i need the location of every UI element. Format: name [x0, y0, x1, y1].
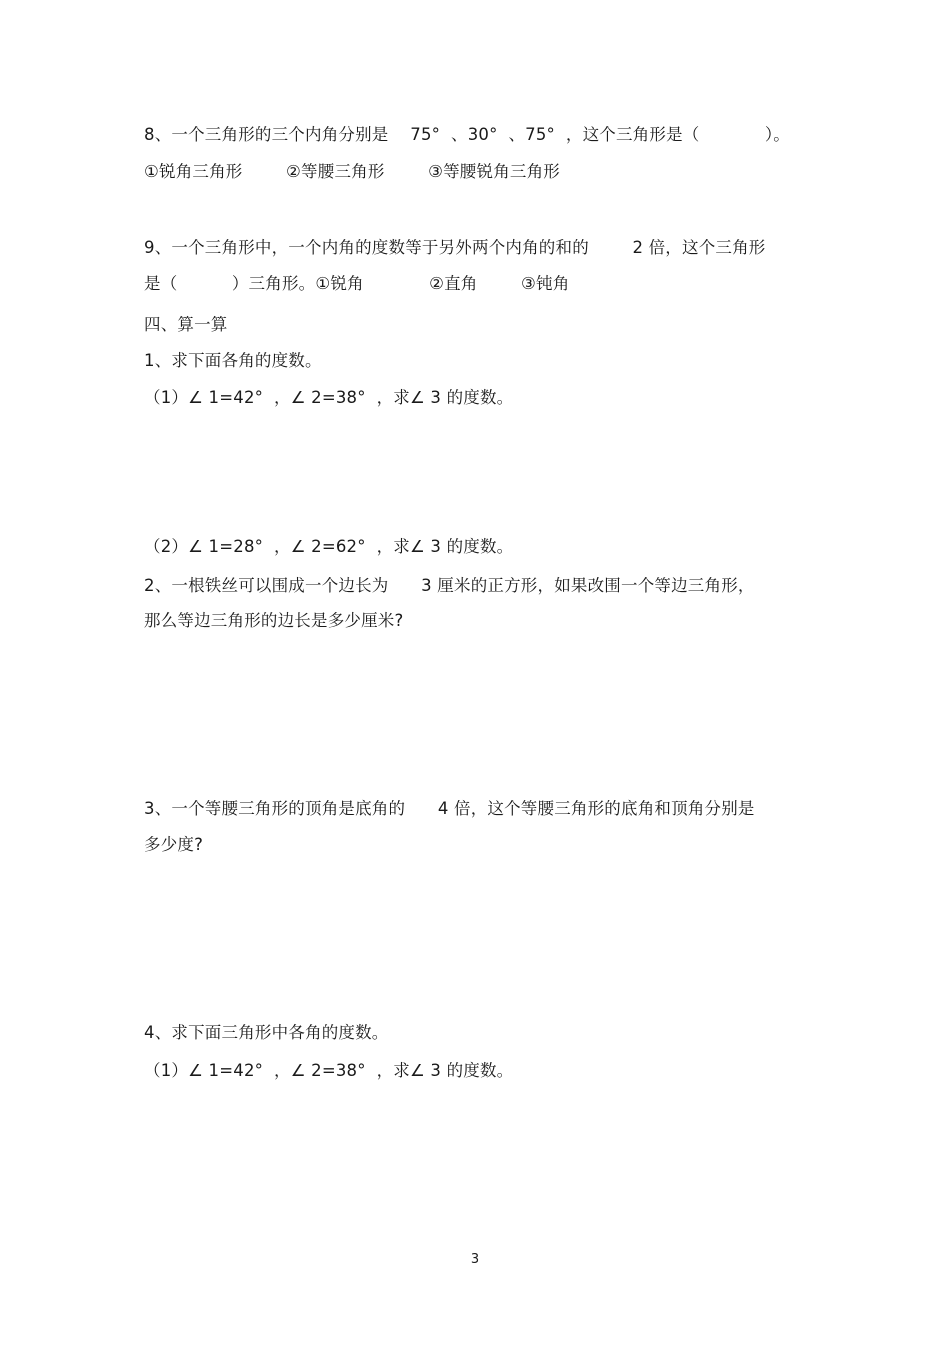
q8-options: ①锐角三角形 ②等腰三角形 ③等腰锐角三角形 [144, 162, 560, 181]
problem-4-title: 4、求下面三角形中各角的度数。 [144, 1023, 389, 1042]
problem-1-title: 1、求下面各角的度数。 [144, 351, 322, 370]
q9-stem: 9、一个三角形中，一个内角的度数等于另外两个内角的和的 2 倍，这个三角形 [144, 238, 766, 257]
problem-3-line-2: 多少度? [144, 835, 204, 854]
problem-4-part-1: （1）∠ 1=42° ，∠ 2=38° ，求∠ 3 的度数。 [144, 1061, 514, 1080]
problem-2-line-1: 2、一根铁丝可以围成一个边长为 3 厘米的正方形，如果改围一个等边三角形， [144, 576, 755, 595]
problem-3-line-1: 3、一个等腰三角形的顶角是底角的 4 倍，这个等腰三角形的底角和顶角分别是 [144, 799, 755, 818]
q9-continuation: 是（ ）三角形。①锐角 ②直角 ③钝角 [144, 274, 570, 293]
problem-1-part-1: （1）∠ 1=42° ，∠ 2=38° ，求∠ 3 的度数。 [144, 388, 514, 407]
problem-2-line-2: 那么等边三角形的边长是多少厘米? [144, 611, 404, 630]
page-number: 3 [470, 1252, 480, 1267]
section-heading: 四、算一算 [144, 315, 228, 334]
problem-1-part-2: （2）∠ 1=28° ，∠ 2=62° ，求∠ 3 的度数。 [144, 537, 514, 556]
q8-stem: 8、一个三角形的三个内角分别是 75° 、30° 、75° ，这个三角形是（ ）。 [144, 125, 790, 144]
